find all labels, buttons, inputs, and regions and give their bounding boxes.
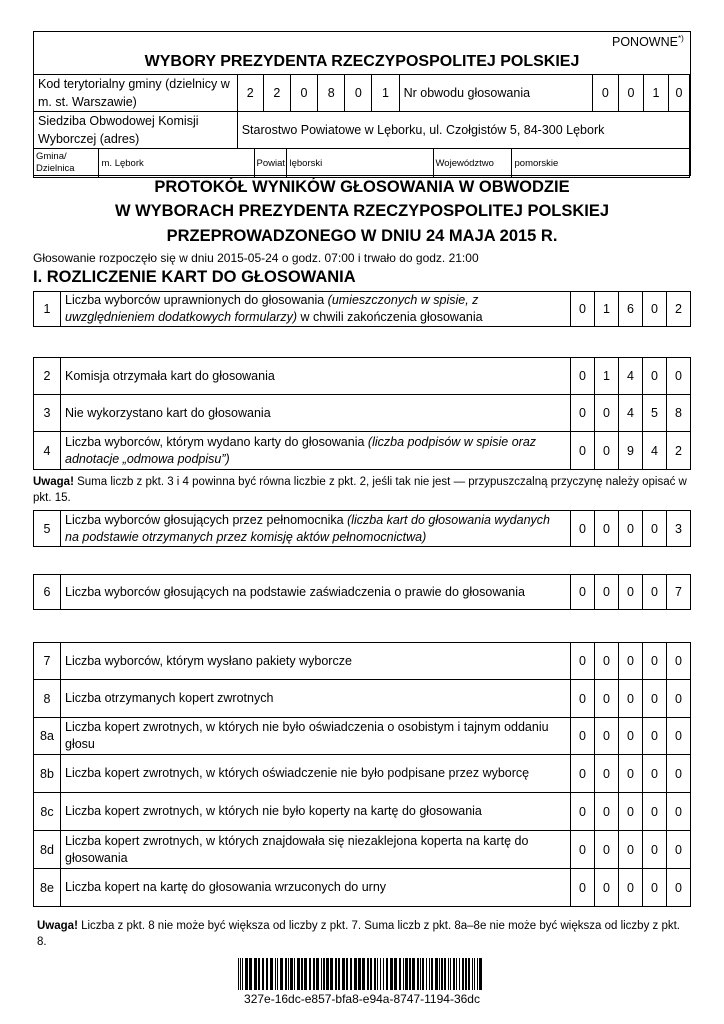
- barcode-bar: [238, 958, 239, 990]
- row-label: Liczba wyborców, którym wysłano pakiety wyborcze: [61, 643, 571, 680]
- barcode-bar: [383, 958, 384, 990]
- barcode-bar: [242, 958, 243, 990]
- row-digit: 0: [643, 358, 667, 395]
- note-2: Uwaga! Liczba z pkt. 8 nie może być większa od liczby z pkt. 7. Suma liczb z pkt. 8a–8e nie może być większa od liczby z pkt. 8.: [37, 920, 680, 948]
- barcode-bar: [468, 958, 470, 990]
- barcode-bar: [330, 958, 333, 990]
- barcode-bar: [258, 958, 260, 990]
- row-digit: 0: [595, 575, 619, 610]
- row-digit: 0: [619, 643, 643, 680]
- barcode-bar: [290, 958, 293, 990]
- kod-digit: 2: [237, 75, 263, 112]
- row-digit: 0: [571, 793, 595, 831]
- barcode-bar: [370, 958, 372, 990]
- barcode-bar: [321, 958, 322, 990]
- kod-terytorialny-label: Kod terytorialny gminy (dzielnicy w m. st. Warszawie): [34, 75, 238, 112]
- row-digit: 0: [595, 395, 619, 432]
- row-label: Liczba kopert na kartę do głosowania wrzuconych do urny: [61, 869, 571, 907]
- barcode-bar: [280, 958, 283, 990]
- row-digit: 0: [571, 395, 595, 432]
- row-digit: 0: [571, 831, 595, 869]
- barcode-bar: [435, 958, 438, 990]
- row-digit: 0: [643, 575, 667, 610]
- row-label: Liczba wyborców głosujących przez pełnomocnika (liczba kart do głosowania wydanych na podstawie otrzymanych przez komisję aktów pełnomocnictwa): [61, 511, 571, 547]
- note-1: Uwaga! Suma liczb z pkt. 3 i 4 powinna być równa liczbie z pkt. 2, jeśli tak nie jest — przypuszczalną przyczynę należy opisać w pkt. 15.: [33, 476, 687, 504]
- siedziba-value: Starostwo Powiatowe w Lęborku, ul. Czołgistów 5, 84-300 Lębork: [237, 112, 689, 149]
- kod-digit: 1: [372, 75, 399, 112]
- location-row: [34, 149, 689, 177]
- barcode-bar: [399, 958, 401, 990]
- row-digit: 0: [643, 643, 667, 680]
- row-digit: 0: [643, 755, 667, 793]
- barcode-bar: [420, 958, 421, 990]
- row-number: 8e: [34, 869, 61, 907]
- barcode-bar: [417, 958, 419, 990]
- row-digit: 0: [643, 793, 667, 831]
- row-digit: 1: [595, 292, 619, 327]
- row-digit: 0: [571, 292, 595, 327]
- barcode-bar: [301, 958, 303, 990]
- barcode-bar: [240, 958, 241, 990]
- barcode-bar: [456, 958, 457, 990]
- barcode-bar: [462, 958, 464, 990]
- obwod-digit: 0: [592, 75, 618, 112]
- row-number: 8: [34, 680, 61, 718]
- row-digit: 0: [571, 755, 595, 793]
- barcode-bar: [277, 958, 278, 990]
- obwod-digit: 1: [643, 75, 668, 112]
- gmina-label: Gmina/ Dzielnica: [34, 149, 98, 177]
- barcode-bar: [441, 958, 443, 990]
- kod-digit: 8: [318, 75, 345, 112]
- row-number: 8c: [34, 793, 61, 831]
- barcode-bar: [429, 958, 430, 990]
- barcode-bar: [465, 958, 467, 990]
- barcode-bar: [245, 958, 248, 990]
- row-digit: 0: [619, 869, 643, 907]
- row-label: Liczba kopert zwrotnych, w których nie było oświadczenia o osobistym i tajnym oddaniu głosu: [61, 718, 571, 755]
- barcode-bar: [374, 958, 376, 990]
- row-digit: 0: [571, 643, 595, 680]
- row-digit: 0: [595, 718, 619, 755]
- row-digit: 0: [595, 831, 619, 869]
- row-digit: 0: [667, 869, 691, 907]
- barcode-bar: [354, 958, 357, 990]
- row-digit: 4: [619, 358, 643, 395]
- row-number: 8b: [34, 755, 61, 793]
- row-1: [33, 291, 691, 327]
- row-digit: 7: [667, 575, 691, 610]
- row-digit: 0: [643, 869, 667, 907]
- row-digit: 0: [643, 511, 667, 547]
- barcode-bar: [297, 958, 300, 990]
- barcode: [238, 958, 486, 990]
- row-digit: 0: [619, 718, 643, 755]
- row-digit: 0: [571, 869, 595, 907]
- barcode-bar: [262, 958, 264, 990]
- barcode-bar: [405, 958, 408, 990]
- section-title: I. ROZLICZENIE KART DO GŁOSOWANIA: [33, 268, 356, 286]
- barcode-bar: [350, 958, 352, 990]
- gmina-value: m. Lębork: [98, 149, 254, 177]
- barcode-bar: [316, 958, 319, 990]
- row-digit: 0: [667, 718, 691, 755]
- row-digit: 0: [571, 432, 595, 470]
- barcode-bar: [380, 958, 381, 990]
- barcode-bar: [335, 958, 337, 990]
- row-digit: 0: [595, 680, 619, 718]
- row-number: 8a: [34, 718, 61, 755]
- row-digit: 0: [667, 793, 691, 831]
- row-label: Liczba wyborców, którym wydano karty do głosowania (liczba podpisów w spisie oraz adnotacje „odmowa podpisu”): [61, 432, 571, 470]
- barcode-bar: [403, 958, 404, 990]
- row-label: Liczba otrzymanych kopert zwrotnych: [61, 680, 571, 718]
- barcode-bar: [439, 958, 440, 990]
- kod-digit: 0: [290, 75, 317, 112]
- barcode-bar: [367, 958, 369, 990]
- barcode-bars: [238, 958, 486, 990]
- barcode-bar: [249, 958, 252, 990]
- row-label: Komisja otrzymała kart do głosowania: [61, 358, 571, 395]
- barcode-bar: [338, 958, 340, 990]
- wojewodztwo-value: pomorskie: [514, 157, 559, 169]
- barcode-bar: [358, 958, 361, 990]
- row-digit: 0: [619, 680, 643, 718]
- row-label: Nie wykorzystano kart do głosowania: [61, 395, 571, 432]
- row-label: Liczba kopert zwrotnych, w których nie było koperty na kartę do głosowania: [61, 793, 571, 831]
- header-table: [33, 74, 690, 178]
- row-digit: 0: [667, 755, 691, 793]
- row-number: 5: [34, 511, 61, 547]
- row-label: Liczba kopert zwrotnych, w których znajdowała się niezaklejona koperta na kartę do głosowania: [61, 831, 571, 869]
- barcode-bar: [254, 958, 257, 990]
- barcode-bar: [270, 958, 273, 990]
- barcode-bar: [309, 958, 311, 990]
- row-number: 6: [34, 575, 61, 610]
- barcode-bar: [472, 958, 473, 990]
- barcode-bar: [448, 958, 449, 990]
- row-digit: 0: [571, 718, 595, 755]
- row-digit: 4: [619, 395, 643, 432]
- barcode-text: 327e-16dc-e857-bfa8-e94a-8747-1194-36dc: [244, 992, 480, 1006]
- row-label: Liczba kopert zwrotnych, w których oświadczenie nie było podpisane przez wyborcę: [61, 755, 571, 793]
- barcode-bar: [288, 958, 289, 990]
- barcode-bar: [431, 958, 433, 990]
- barcode-bar: [394, 958, 397, 990]
- row-digit: 5: [643, 395, 667, 432]
- barcode-bar: [422, 958, 424, 990]
- row-digit: 0: [667, 643, 691, 680]
- row-digit: 0: [643, 680, 667, 718]
- powiat-label: Powiat: [254, 149, 286, 177]
- row-digit: 0: [595, 432, 619, 470]
- kod-digit: 2: [263, 75, 290, 112]
- row-digit: 0: [643, 718, 667, 755]
- barcode-bar: [266, 958, 268, 990]
- row-digit: 0: [643, 292, 667, 327]
- row-digit: 0: [571, 511, 595, 547]
- barcode-bar: [426, 958, 427, 990]
- barcode-bar: [294, 958, 295, 990]
- row-digit: 0: [571, 575, 595, 610]
- siedziba-label: Siedziba Obwodowej Komisji Wyborczej (adres): [34, 112, 238, 149]
- row-6: [33, 574, 691, 610]
- barcode-bar: [459, 958, 460, 990]
- nr-obwodu-label: Nr obwodu głosowania: [399, 75, 592, 112]
- row-number: 1: [34, 292, 61, 327]
- barcode-bar: [304, 958, 307, 990]
- barcode-bar: [326, 958, 329, 990]
- row-5: [33, 510, 691, 547]
- election-title: WYBORY PREZYDENTA RZECZYPOSPOLITEJ POLSKIEJ: [144, 53, 580, 70]
- row-number: 7: [34, 643, 61, 680]
- barcode-bar: [285, 958, 287, 990]
- barcode-bar: [386, 958, 388, 990]
- row-digit: 0: [595, 793, 619, 831]
- row-digit: 0: [571, 358, 595, 395]
- wojewodztwo-label: Województwo: [433, 149, 511, 177]
- barcode-bar: [444, 958, 446, 990]
- voting-time: Głosowanie rozpoczęło się w dniu 2015-05-24 o godz. 07:00 i trwało do godz. 21:00: [33, 251, 479, 265]
- row-digit: 1: [595, 358, 619, 395]
- row-digit: 8: [667, 395, 691, 432]
- row-digit: 0: [595, 869, 619, 907]
- barcode-bar: [275, 958, 276, 990]
- row-number: 8d: [34, 831, 61, 869]
- barcode-bar: [342, 958, 345, 990]
- row-label: Liczba wyborców uprawnionych do głosowania (umieszczonych w spisie, z uwzględnieniem dodatkowych formularzy) w chwili zakończenia głosowania: [61, 292, 571, 327]
- row-digit: 0: [595, 511, 619, 547]
- barcode-bar: [377, 958, 378, 990]
- row-digit: 0: [619, 755, 643, 793]
- powiat-value: lęborski: [286, 149, 433, 177]
- barcode-bar: [323, 958, 325, 990]
- obwod-digit: 0: [618, 75, 643, 112]
- row-digit: 0: [619, 793, 643, 831]
- barcode-bar: [362, 958, 365, 990]
- row-digit: 0: [571, 680, 595, 718]
- row-digit: 0: [667, 358, 691, 395]
- barcode-bar: [313, 958, 315, 990]
- barcode-bar: [477, 958, 478, 990]
- ponowne-label: PONOWNE*): [612, 34, 684, 50]
- barcode-bar: [450, 958, 451, 990]
- row-digit: 0: [595, 643, 619, 680]
- row-digit: 0: [619, 831, 643, 869]
- rows-7-8e: [33, 642, 691, 907]
- rows-2-4: [33, 357, 691, 470]
- row-label: Liczba wyborców głosujących na podstawie zaświadczenia o prawie do głosowania: [61, 575, 571, 610]
- barcode-bar: [390, 958, 393, 990]
- row-number: 2: [34, 358, 61, 395]
- barcode-bar: [474, 958, 475, 990]
- barcode-bar: [479, 958, 482, 990]
- protocol-title-1: PROTOKÓŁ WYNIKÓW GŁOSOWANIA W OBWODZIE: [154, 178, 570, 196]
- row-digit: 0: [595, 755, 619, 793]
- row-digit: 2: [667, 432, 691, 470]
- row-digit: 4: [643, 432, 667, 470]
- protocol-title-2: W WYBORACH PREZYDENTA RZECZYPOSPOLITEJ POLSKIEJ: [114, 202, 610, 220]
- barcode-bar: [453, 958, 455, 990]
- kod-digit: 0: [345, 75, 372, 112]
- row-digit: 0: [619, 511, 643, 547]
- row-number: 3: [34, 395, 61, 432]
- row-digit: 2: [667, 292, 691, 327]
- barcode-bar: [412, 958, 415, 990]
- row-digit: 9: [619, 432, 643, 470]
- row-digit: 0: [667, 831, 691, 869]
- protocol-title-3: PRZEPROWADZONEGO W DNIU 24 MAJA 2015 R.: [166, 227, 558, 245]
- barcode-bar: [409, 958, 411, 990]
- row-digit: 0: [667, 680, 691, 718]
- row-digit: 0: [619, 575, 643, 610]
- row-digit: 6: [619, 292, 643, 327]
- barcode-bar: [346, 958, 348, 990]
- row-number: 4: [34, 432, 61, 470]
- row-digit: 0: [643, 831, 667, 869]
- row-digit: 3: [667, 511, 691, 547]
- obwod-digit: 0: [669, 75, 690, 112]
